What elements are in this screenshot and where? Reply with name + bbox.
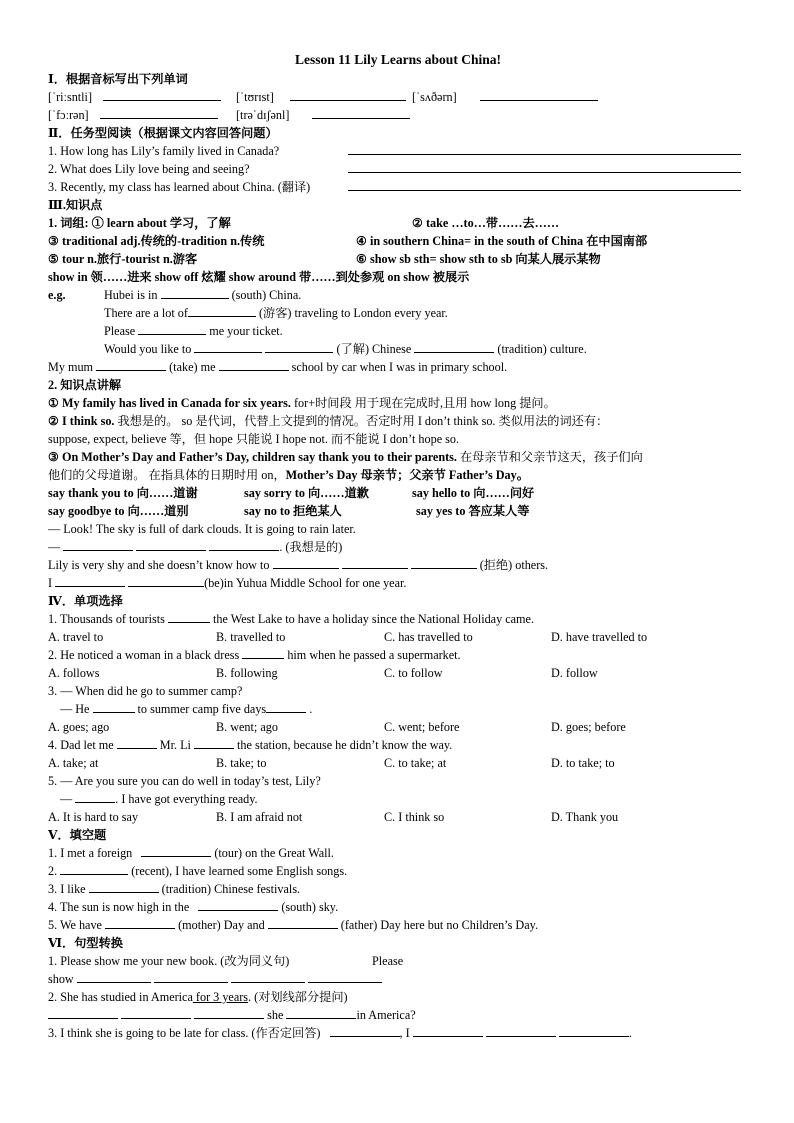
knowledge-heading: 2. 知识点讲解 [48, 378, 122, 392]
text: 在母亲节和父亲节这天，孩子们向 [456, 450, 643, 464]
answer-blank[interactable] [48, 1006, 118, 1019]
answer-blank[interactable] [266, 700, 306, 713]
text: 1. Thousands of tourists [48, 612, 165, 626]
example-3 [48, 322, 748, 340]
text: show [48, 972, 74, 986]
text: him when he passed a supermarket. [287, 648, 461, 662]
text: . (我想是的) [279, 540, 343, 554]
reading-question-3 [48, 178, 748, 196]
text: 4. Dad let me [48, 738, 114, 752]
mc-options-1 [48, 628, 748, 646]
text: (be)in Yuhua Middle School for one year. [204, 576, 407, 590]
option-b[interactable]: B. following [216, 666, 278, 680]
answer-blank[interactable] [128, 574, 204, 587]
answer-blank[interactable] [242, 646, 284, 659]
phrase-row-2 [48, 232, 748, 250]
section-1-heading: Ⅰ．根据音标写出下列单词 [48, 72, 188, 86]
text: (recent), I have learned some English songs. [131, 864, 348, 878]
phrase: say yes to 答应某人等 [416, 504, 530, 518]
answer-blank[interactable] [342, 556, 408, 569]
dialog-line-2 [48, 538, 748, 556]
text: . [309, 702, 313, 716]
knowledge-3 [48, 448, 748, 466]
text: ① My family has lived in Canada for six years. [48, 396, 291, 410]
text: (了解) Chinese [336, 342, 412, 356]
answer-blank[interactable] [312, 106, 410, 119]
text: Lily is very shy and she doesn’t know how to [48, 558, 270, 572]
phonetic-row-1 [48, 88, 748, 106]
text: There are a lot of [104, 306, 188, 320]
question-text: 2. What does Lily love being and seeing? [48, 162, 250, 176]
text: (take) me [169, 360, 216, 374]
mc-question-5: 5. — Are you sure you can do well in today’s test, Lily? [48, 774, 321, 788]
answer-blank[interactable] [168, 610, 210, 623]
text: (tour) on the Great Wall. [214, 846, 334, 860]
section-5-heading: Ⅴ．填空题 [48, 828, 107, 842]
phonetic-row-2 [48, 106, 748, 124]
reading-question-2 [48, 160, 748, 178]
answer-blank[interactable] [161, 286, 229, 299]
phonetic-2: [ˈtʊrɪst] [236, 90, 274, 104]
mc-question-4 [48, 736, 748, 754]
answer-blank[interactable] [348, 142, 741, 155]
text: (游客) traveling to London every year. [258, 306, 448, 320]
answer-blank[interactable] [194, 1006, 264, 1019]
answer-blank[interactable] [100, 106, 218, 119]
fill-4 [48, 898, 748, 916]
knowledge-1 [48, 394, 748, 412]
mc-options-5 [48, 808, 748, 826]
answer-blank[interactable] [141, 844, 211, 857]
exercise-refuse [48, 556, 748, 574]
text: — He [60, 702, 90, 716]
knowledge-2 [48, 412, 748, 430]
section-4-heading: Ⅳ．单项选择 [48, 594, 123, 608]
mc-question-5-line-2 [48, 790, 748, 808]
answer-blank[interactable] [219, 358, 289, 371]
answer-blank[interactable] [121, 1006, 191, 1019]
text: . (对划线部分提问) [248, 990, 348, 1004]
question-text: 1. How long has Lily’s family lived in Canada? [48, 144, 280, 158]
option-c[interactable]: C. to follow [384, 666, 443, 680]
text: (mother) Day and [178, 918, 265, 932]
phrase: ② take …to…带……去…… [412, 216, 560, 230]
answer-blank[interactable] [138, 322, 206, 335]
text: — [60, 792, 73, 806]
phrase: say thank you to 向……道谢 [48, 486, 198, 500]
text: (south) China. [231, 288, 302, 302]
answer-blank[interactable] [96, 358, 166, 371]
option-a[interactable]: A. travel to [48, 630, 104, 644]
mc-question-3-line-2 [48, 700, 748, 718]
example-2 [48, 304, 748, 322]
section-6-heading: Ⅵ．句型转换 [48, 936, 123, 950]
option-d[interactable]: D. goes; before [551, 720, 626, 734]
option-a[interactable]: A. It is hard to say [48, 810, 139, 824]
option-d[interactable]: D. follow [551, 666, 598, 680]
fill-1 [48, 844, 748, 862]
phrase: ⑥ show sb sth= show sth to sb 向某人展示某物 [356, 252, 601, 266]
text: the West Lake to have a holiday since the National Holiday came. [213, 612, 534, 626]
knowledge-2-cont: suppose, expect, believe 等，但 hope 只能说 I hope not. 而不能说 I don’t hope so. [48, 432, 460, 446]
option-d[interactable]: D. have travelled to [551, 630, 648, 644]
answer-blank[interactable] [198, 898, 278, 911]
say-phrases-2 [48, 502, 748, 520]
text: she [267, 1008, 284, 1022]
answer-blank[interactable] [103, 88, 221, 101]
exercise-be [48, 574, 748, 592]
text: (tradition) Chinese festivals. [161, 882, 301, 896]
answer-blank[interactable] [290, 88, 406, 101]
example-4 [48, 340, 748, 358]
text: I [48, 576, 53, 590]
option-b[interactable]: B. went; ago [216, 720, 278, 734]
fill-5 [48, 916, 748, 934]
phonetic-1: [ˈriːsntli] [48, 90, 93, 104]
transform-3 [48, 1024, 748, 1042]
example-1 [48, 286, 748, 304]
phonetic-3: [ˈsʌðərn] [412, 90, 457, 104]
worksheet [48, 50, 748, 1042]
phonetic-5: [trəˈdɪʃənl] [236, 108, 290, 122]
text: ③ On Mother’s Day and Father’s Day, children say thank you to their parents. [48, 450, 457, 464]
transform-1 [48, 952, 748, 970]
transform-1-answer [48, 970, 748, 988]
answer-blank[interactable] [89, 880, 159, 893]
page-title: Lesson 11 Lily Learns about China! [295, 52, 501, 67]
option-d[interactable]: D. to take; to [551, 756, 615, 770]
option-a[interactable]: A. goes; ago [48, 720, 110, 734]
option-b[interactable]: B. I am afraid not [216, 810, 303, 824]
underlined-text: for 3 years [192, 990, 249, 1004]
text: in America? [356, 1008, 416, 1022]
text: me your ticket. [209, 324, 283, 338]
answer-blank[interactable] [330, 1024, 400, 1037]
text: 他们的父母道谢。 在指具体的日期时用 on， [48, 468, 286, 482]
answer-blank[interactable] [55, 574, 125, 587]
text: (拒绝) others. [479, 558, 549, 572]
mc-question-3: 3. — When did he go to summer camp? [48, 684, 243, 698]
option-b[interactable]: B. take; to [216, 756, 267, 770]
knowledge-3-cont [48, 466, 748, 484]
answer-blank[interactable] [105, 916, 175, 929]
phrase-row-1 [48, 214, 748, 232]
text: Please [104, 324, 136, 338]
text: 3. I think she is going to be late for class. (作否定回答) [48, 1026, 321, 1040]
answer-blank[interactable] [209, 538, 279, 551]
question-text: 3. Recently, my class has learned about China. (翻译) [48, 180, 311, 194]
text: . [628, 1026, 632, 1040]
option-a[interactable]: A. follows [48, 666, 100, 680]
text: Mother’s Day 母亲节；父亲节 Father’s Day。 [285, 468, 529, 482]
answer-blank[interactable] [480, 88, 598, 101]
text: 4. The sun is now high in the [48, 900, 190, 914]
phrase: 1. 词组: ① learn about 学习，了解 [48, 216, 231, 230]
answer-blank[interactable] [308, 970, 382, 983]
answer-blank[interactable] [194, 736, 234, 749]
text: (tradition) culture. [497, 342, 587, 356]
text: 3. I like [48, 882, 86, 896]
option-d[interactable]: D. Thank you [551, 810, 619, 824]
option-c[interactable]: C. I think so [384, 810, 445, 824]
phrase: say sorry to 向……道歉 [244, 486, 369, 500]
mc-options-4 [48, 754, 748, 772]
text: 2. [48, 864, 58, 878]
text: (south) sky. [281, 900, 339, 914]
answer-blank[interactable] [411, 556, 477, 569]
answer-blank[interactable] [60, 862, 128, 875]
dialog-line-1: — Look! The sky is full of dark clouds. It is going to rain later. [48, 522, 356, 536]
answer-blank[interactable] [559, 1024, 629, 1037]
reading-question-1 [48, 142, 748, 160]
answer-blank[interactable] [231, 970, 305, 983]
answer-blank[interactable] [268, 916, 338, 929]
option-b[interactable]: B. travelled to [216, 630, 286, 644]
mc-question-1 [48, 610, 748, 628]
text: to summer camp five days [137, 702, 267, 716]
option-c[interactable]: C. went; before [384, 720, 460, 734]
text: Mr. Li [159, 738, 191, 752]
answer-blank[interactable] [348, 160, 741, 173]
text: school by car when I was in primary school. [291, 360, 508, 374]
mc-options-3 [48, 718, 748, 736]
text: Would you like to [104, 342, 192, 356]
text: Please [372, 954, 404, 968]
option-c[interactable]: C. to take; at [384, 756, 447, 770]
text: ② I think so. [48, 414, 115, 428]
answer-blank[interactable] [136, 538, 206, 551]
answer-blank[interactable] [63, 538, 133, 551]
text: (father) Day here but no Children’s Day. [340, 918, 538, 932]
answer-blank[interactable] [286, 1006, 356, 1019]
fill-3 [48, 880, 748, 898]
answer-blank[interactable] [77, 970, 151, 983]
text: 5. We have [48, 918, 102, 932]
answer-blank[interactable] [93, 700, 135, 713]
example-label: e.g. [48, 288, 66, 302]
answer-blank[interactable] [194, 340, 262, 353]
phrase: say goodbye to 向……道别 [48, 504, 189, 518]
text: Hubei is in [104, 288, 158, 302]
transform-2-answer [48, 1006, 748, 1024]
answer-blank[interactable] [265, 340, 333, 353]
transform-2 [48, 988, 748, 1006]
text: . I have got everything ready. [115, 792, 258, 806]
answer-blank[interactable] [117, 736, 157, 749]
answer-blank[interactable] [75, 790, 115, 803]
text: , I [399, 1026, 410, 1040]
phrase: ⑤ tour n.旅行-tourist n.游客 [48, 252, 198, 266]
answer-blank[interactable] [486, 1024, 556, 1037]
text: the station, because he didn’t know the way. [237, 738, 453, 752]
text: — [48, 540, 61, 554]
phonetic-4: [ˈfɔːrən] [48, 108, 89, 122]
phrase: say no to 拒绝某人 [244, 504, 342, 518]
option-a[interactable]: A. take; at [48, 756, 99, 770]
text: 2. She has studied in America [48, 990, 193, 1004]
text: 我想是的。 so 是代词，代替上文提到的情况。否定时用 I don’t think so. 类似用法的词还有： [114, 414, 609, 428]
example-5 [48, 358, 748, 376]
text: for+时间段 用于现在完成时,且用 how long 提问。 [290, 396, 556, 410]
phrase: say hello to 向……问好 [412, 486, 535, 500]
example-text [104, 286, 301, 304]
mc-options-2 [48, 664, 748, 682]
text: 1. Please show me your new book. (改为同义句) [48, 954, 290, 968]
answer-blank[interactable] [188, 304, 256, 317]
answer-blank[interactable] [413, 1024, 483, 1037]
section-2-heading: Ⅱ．任务型阅读（根据课文内容回答问题） [48, 126, 278, 140]
text: 2. He noticed a woman in a black dress [48, 648, 240, 662]
say-phrases-1 [48, 484, 748, 502]
phrase: ④ in southern China= in the south of China 在中国南部 [356, 234, 648, 248]
fill-2 [48, 862, 748, 880]
answer-blank[interactable] [348, 178, 741, 191]
answer-blank[interactable] [273, 556, 339, 569]
mc-question-2 [48, 646, 748, 664]
option-c[interactable]: C. has travelled to [384, 630, 473, 644]
text: My mum [48, 360, 94, 374]
phrase-row-3 [48, 250, 748, 268]
phrase-row-4: show in 领……进来 show off 炫耀 show around 带……到处参观 on show 被展示 [48, 270, 470, 284]
answer-blank[interactable] [414, 340, 494, 353]
answer-blank[interactable] [154, 970, 228, 983]
phrase: ③ traditional adj.传统的-tradition n.传统 [48, 234, 265, 248]
text: 1. I met a foreign [48, 846, 133, 860]
section-3-heading: Ⅲ.知识点 [48, 198, 103, 212]
